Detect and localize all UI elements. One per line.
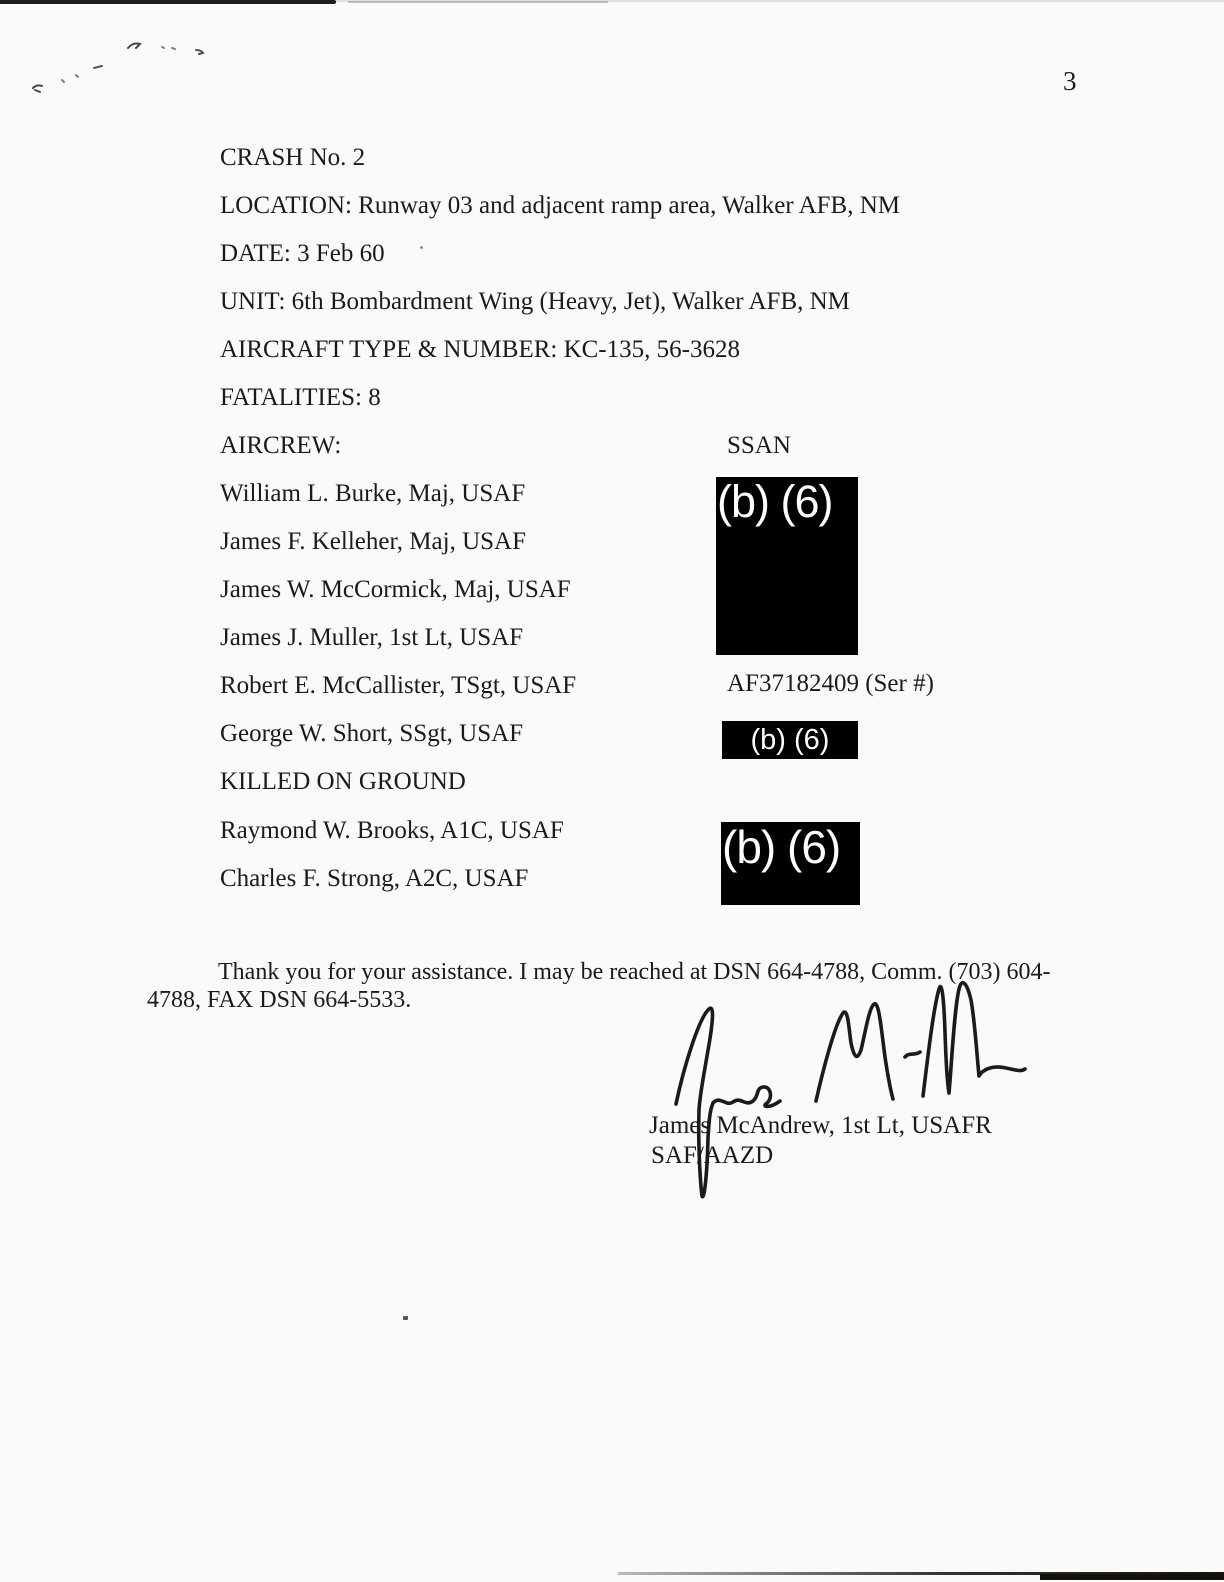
ground-name-strong: Charles F. Strong, A2C, USAF [220, 865, 529, 892]
redaction-box-ssan-large [716, 477, 858, 655]
ssan-header: SSAN [727, 432, 791, 459]
field-date: DATE: 3 Feb 60 [220, 240, 385, 267]
killed-on-ground-header: KILLED ON GROUND [220, 768, 466, 795]
scan-edge-artifact-top-streak [348, 1, 608, 3]
field-location: LOCATION: Runway 03 and adjacent ramp area, Walker AFB, NM [220, 192, 901, 219]
crew-name-burke: William L. Burke, Maj, USAF [220, 480, 526, 507]
crew-name-mccallister: Robert E. McCallister, TSgt, USAF [220, 672, 577, 699]
redaction-box-ground-ssan [721, 822, 860, 905]
field-unit: UNIT: 6th Bombardment Wing (Heavy, Jet), Walker AFB, NM [220, 288, 850, 315]
closing-paragraph-line1: Thank you for your assistance. I may be reached at DSN 664-4788, Comm. (703) 604- [218, 959, 1051, 985]
signer-office-symbol: SAF/AAZD [651, 1142, 774, 1169]
ground-name-brooks: Raymond W. Brooks, A1C, USAF [220, 817, 564, 844]
redaction-exemption-label: (b) (6) [717, 477, 833, 527]
ink-speck [403, 1316, 408, 1320]
crew-name-muller: James J. Muller, 1st Lt, USAF [220, 624, 524, 651]
field-fatalities: FATALITIES: 8 [220, 384, 381, 411]
aircrew-header: AIRCREW: [220, 432, 342, 459]
scan-edge-artifact-top-dark [0, 0, 336, 4]
serial-number: AF37182409 (Ser #) [727, 670, 934, 697]
crew-name-short: George W. Short, SSgt, USAF [220, 720, 524, 747]
signer-name-line: James McAndrew, 1st Lt, USAFR [649, 1112, 992, 1139]
closing-paragraph-line2: 4788, FAX DSN 664-5533. [147, 987, 412, 1013]
redaction-exemption-label: (b) (6) [722, 822, 841, 873]
page-number: 3 [1063, 66, 1077, 96]
field-crash-no: CRASH No. 2 [220, 144, 366, 171]
handwritten-signature [620, 980, 1030, 1215]
ink-speck [420, 246, 423, 249]
stray-ink-marks [20, 30, 240, 110]
field-aircraft: AIRCRAFT TYPE & NUMBER: KC-135, 56-3628 [220, 336, 740, 363]
redaction-box-ssan-small [722, 721, 858, 759]
crew-name-mccormick: James W. McCormick, Maj, USAF [220, 576, 571, 603]
redaction-exemption-label: (b) (6) [750, 723, 830, 756]
scan-edge-artifact-bottom-bar [1040, 1574, 1224, 1580]
crew-name-kelleher: James F. Kelleher, Maj, USAF [220, 528, 526, 555]
